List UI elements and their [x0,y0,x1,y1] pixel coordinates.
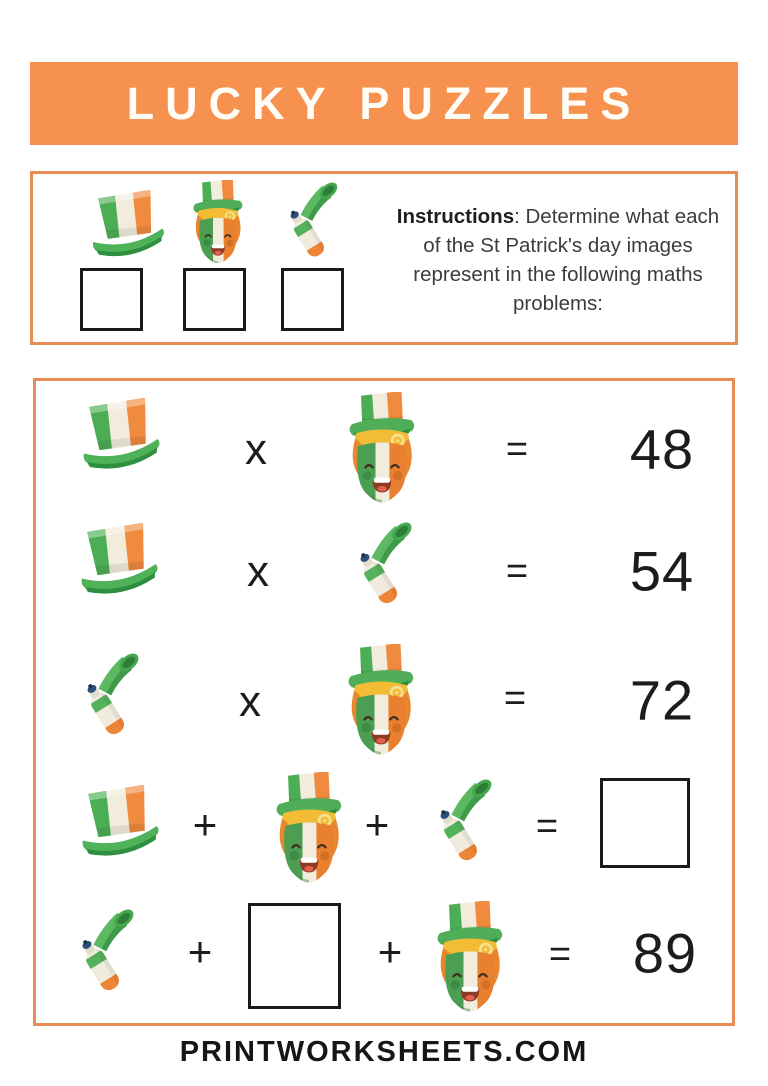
page-title: LUCKY PUZZLES [126,77,642,129]
leprechaun-face-icon [344,644,418,756]
symbol-value-box-horn[interactable] [281,268,344,331]
term-blank-box[interactable] [248,903,341,1009]
leprechaun-face-icon [190,180,246,264]
party-horn-icon [280,181,346,262]
plus-operator: + [364,801,390,848]
symbol-value-box-hat[interactable] [80,268,143,331]
instructions-body: : Determine what each of the St Patrick's day images represent in the following maths problems: [413,205,720,315]
site-footer [0,1036,768,1069]
answer-value: 48 [629,417,695,481]
plus-operator: + [187,928,213,975]
answer-value: 89 [632,921,698,985]
irish-top-hat-icon [88,190,166,265]
party-horn-icon [429,776,501,868]
leprechaun-face-icon [433,901,507,1013]
irish-top-hat-icon [76,785,162,865]
party-horn-icon [349,519,421,611]
instructions-panel [30,171,738,345]
irish-top-hat-icon [75,523,161,603]
equals-sign: = [535,805,559,848]
leprechaun-face-icon [345,392,419,504]
times-operator: x [239,677,261,726]
times-operator: x [245,425,267,474]
puzzles-panel [33,378,735,1026]
plus-operator: + [192,801,218,848]
symbol-value-box-face[interactable] [183,268,246,331]
equals-sign: = [548,933,572,976]
instructions-text [389,202,727,318]
equals-sign: = [505,428,529,471]
answer-value: 54 [629,539,695,603]
party-horn-icon [76,650,148,742]
answer-blank-box[interactable] [600,778,690,868]
instructions-heading: Instructions [396,205,515,228]
plus-operator: + [377,928,403,975]
equals-sign: = [503,677,527,720]
irish-top-hat-icon [77,398,163,478]
site-name: PRINTWORKSHEETS.COM [179,1036,589,1068]
title-banner [30,62,738,145]
party-horn-icon [71,906,143,998]
equals-sign: = [505,550,529,593]
answer-value: 72 [629,668,695,732]
times-operator: x [247,547,269,596]
leprechaun-face-icon [272,772,346,884]
